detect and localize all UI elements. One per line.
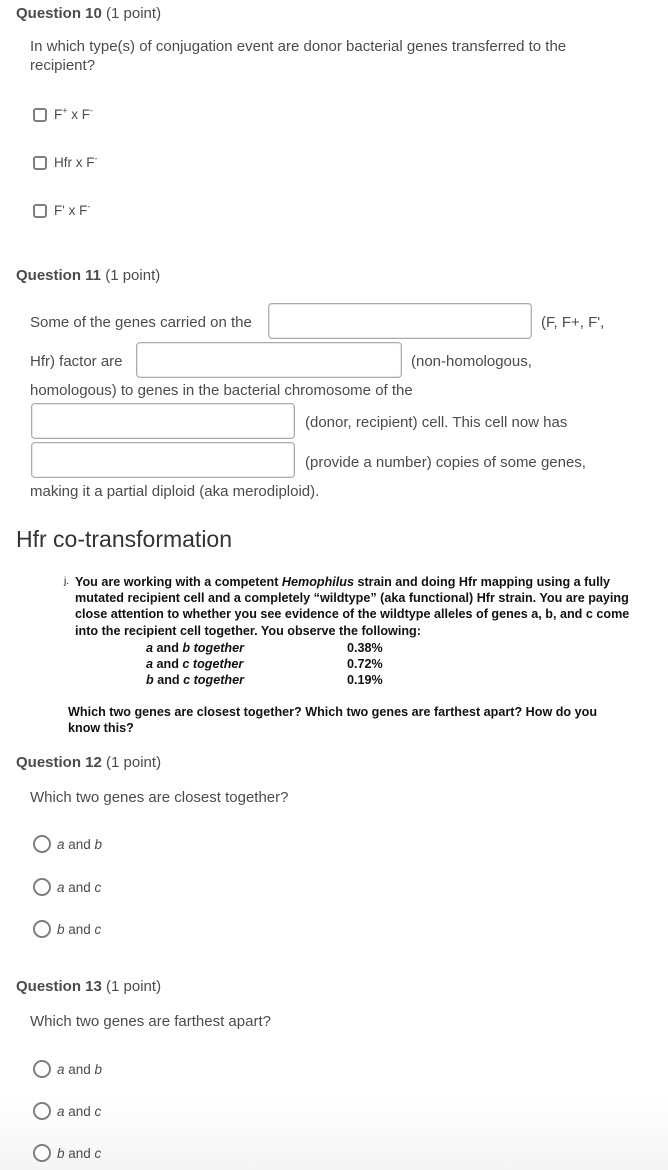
question-12-prompt: Which two genes are closest together? xyxy=(30,789,289,806)
option-label xyxy=(54,203,90,218)
option-text: F' x F xyxy=(54,203,88,218)
observation-row xyxy=(146,656,383,672)
q10-option-1[interactable] xyxy=(33,107,93,122)
observation-row xyxy=(146,640,383,656)
row-text: and xyxy=(153,641,183,655)
q12-option-1[interactable] xyxy=(33,835,102,853)
question-11-header xyxy=(16,267,160,284)
option-text: Hfr x F xyxy=(54,155,95,170)
question-12-header xyxy=(16,754,161,771)
question-13-header xyxy=(16,978,161,995)
question-13-prompt: Which two genes are farthest apart? xyxy=(30,1013,271,1030)
gene: b xyxy=(94,1061,103,1077)
gene: c xyxy=(94,879,102,895)
prompt-line: In which type(s) of conjugation event are donor bacterial genes transferred to the xyxy=(30,38,567,55)
blank-3-input[interactable] xyxy=(31,403,295,439)
gene: a xyxy=(57,1103,65,1119)
gene: b xyxy=(182,641,191,655)
frequency-value: 0.72% xyxy=(347,657,383,671)
gene: a xyxy=(57,879,65,895)
fill-text: making it a partial diploid (aka merodiploid). xyxy=(30,483,320,500)
observation-row xyxy=(146,672,383,688)
option-label xyxy=(54,155,98,170)
q10-option-3[interactable] xyxy=(33,203,90,218)
blank-1-input[interactable] xyxy=(268,303,532,339)
radio-button[interactable] xyxy=(33,835,51,853)
blank-4-input[interactable] xyxy=(31,442,295,478)
section-title: Hfr co-transformation xyxy=(16,526,233,552)
row-text: together xyxy=(190,673,244,687)
superscript: - xyxy=(87,201,91,212)
option-text: and xyxy=(64,1061,95,1077)
q13-option-3[interactable] xyxy=(33,1144,101,1162)
gene: a xyxy=(146,641,154,655)
gene: b xyxy=(57,1145,65,1161)
paragraph-text: strain and doing Hfr mapping using a fully mutated recipient cell and a completely “wildtype” (aka functional) Hfr strain. You are paying close attention to whether you see evidence of the wildtype alleles of genes a, b, and c come into the recipient cell together. You observe the following: xyxy=(75,575,630,638)
species-name: Hemophilus xyxy=(281,575,354,589)
checkbox[interactable] xyxy=(33,108,47,122)
q12-option-2[interactable] xyxy=(33,878,101,896)
frequency-value: 0.19% xyxy=(347,673,383,687)
q12-option-3[interactable] xyxy=(33,920,101,938)
question-points: (1 point) xyxy=(105,267,161,284)
question-number: Question 12 xyxy=(16,754,102,771)
gene: c xyxy=(94,1103,102,1119)
question-number: Question 11 xyxy=(16,267,102,284)
row-text: and xyxy=(153,673,184,687)
option-text: x F xyxy=(67,107,91,122)
option-text: and xyxy=(64,836,95,852)
question-10-prompt xyxy=(30,37,566,75)
gene: c xyxy=(94,921,102,937)
fill-text: (F, F+, F', xyxy=(541,314,605,331)
gene: c xyxy=(94,1145,102,1161)
fill-text: Hfr) factor are xyxy=(30,353,123,370)
question-points: (1 point) xyxy=(106,978,162,995)
option-text: and xyxy=(64,921,95,937)
option-text: and xyxy=(64,1145,95,1161)
superscript: - xyxy=(94,153,98,164)
gene: a xyxy=(57,836,65,852)
fill-text: homologous) to genes in the bacterial chromosome of the xyxy=(30,382,413,399)
option-label xyxy=(57,922,101,937)
checkbox[interactable] xyxy=(33,204,47,218)
option-label xyxy=(57,1062,102,1077)
superscript: - xyxy=(90,105,94,116)
fill-text: (non-homologous, xyxy=(411,353,532,370)
problem-number: j. xyxy=(64,576,69,587)
gene: c xyxy=(183,673,191,687)
option-label xyxy=(54,107,93,122)
gene: a xyxy=(57,1061,65,1077)
question-number: Question 13 xyxy=(16,978,102,995)
gene: b xyxy=(57,921,65,937)
row-text: together xyxy=(190,641,244,655)
fill-text: Some of the genes carried on the xyxy=(30,314,252,331)
paragraph-text: You are working with a competent xyxy=(75,575,282,589)
q13-option-1[interactable] xyxy=(33,1060,102,1078)
fill-text: (provide a number) copies of some genes, xyxy=(305,454,586,471)
superscript: + xyxy=(62,105,68,116)
problem-followup: Which two genes are closest together? Which two genes are farthest apart? How do you know this? xyxy=(68,705,598,736)
radio-button[interactable] xyxy=(33,1060,51,1078)
option-label xyxy=(57,1146,101,1161)
blank-2-input[interactable] xyxy=(136,342,402,378)
option-text: and xyxy=(64,1103,95,1119)
question-10-header xyxy=(16,5,161,22)
option-text: and xyxy=(64,879,95,895)
option-label xyxy=(57,837,102,852)
row-text: together xyxy=(189,657,244,671)
prompt-line: recipient? xyxy=(30,57,96,74)
gene: b xyxy=(94,836,103,852)
fill-text: (donor, recipient) cell. This cell now has xyxy=(305,414,568,431)
radio-button[interactable] xyxy=(33,878,51,896)
option-text: F xyxy=(54,107,63,122)
option-label xyxy=(57,1104,101,1119)
gene: a xyxy=(146,657,154,671)
row-text: and xyxy=(153,657,183,671)
gene: c xyxy=(182,657,190,671)
question-number: Question 10 xyxy=(16,5,102,22)
checkbox[interactable] xyxy=(33,156,47,170)
question-points: (1 point) xyxy=(106,5,162,22)
radio-button[interactable] xyxy=(33,920,51,938)
problem-paragraph xyxy=(75,574,631,639)
radio-button[interactable] xyxy=(33,1144,51,1162)
gene: b xyxy=(146,673,154,687)
option-label xyxy=(57,880,101,895)
frequency-value: 0.38% xyxy=(347,641,383,655)
q10-option-2[interactable] xyxy=(33,155,98,170)
radio-button[interactable] xyxy=(33,1102,51,1120)
question-points: (1 point) xyxy=(106,754,162,771)
q13-option-2[interactable] xyxy=(33,1102,101,1120)
